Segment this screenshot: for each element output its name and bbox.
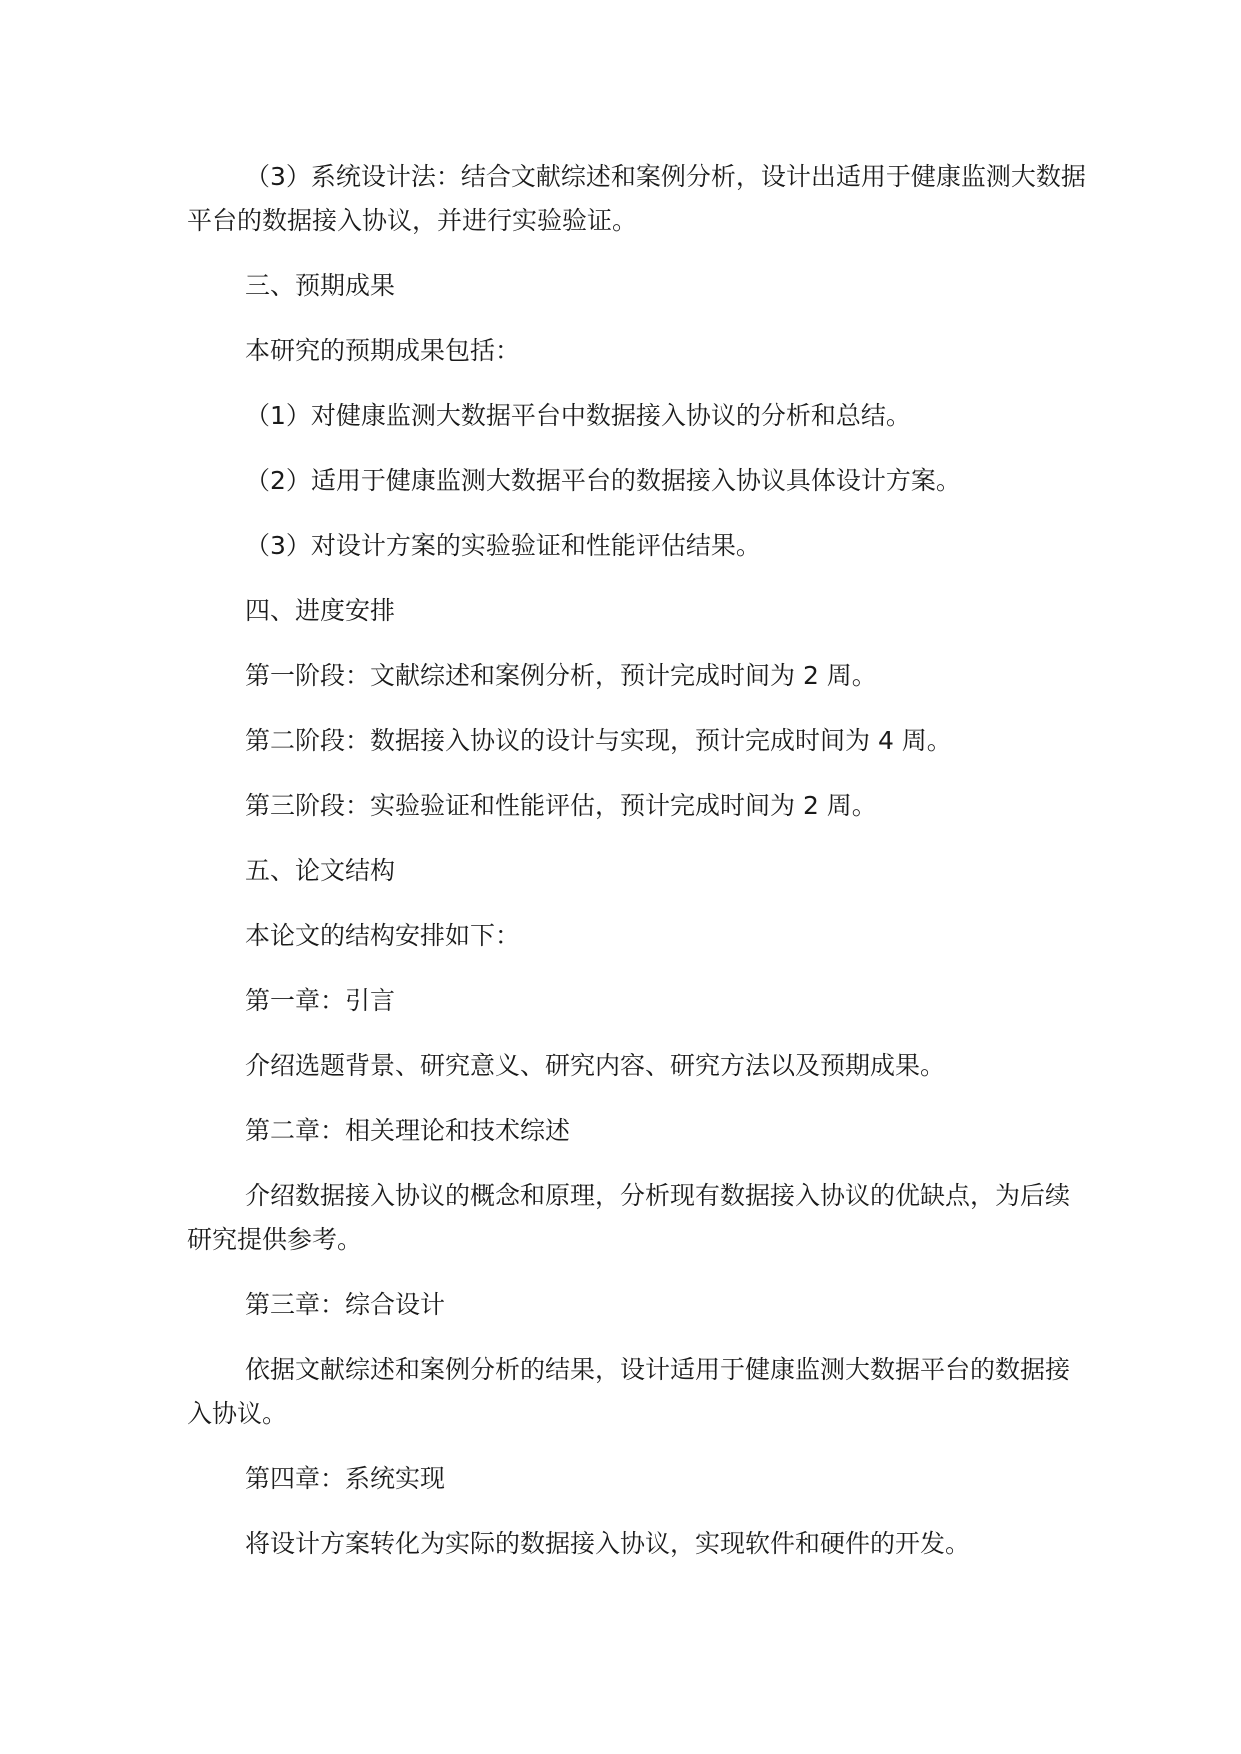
chapter-4-description: 将设计方案转化为实际的数据接入协议，实现软件和硬件的开发。 (245, 1529, 971, 1558)
heading-schedule: 四、进度安排 (245, 596, 396, 625)
paragraph-stage-2: 第二阶段：数据接入协议的设计与实现，预计完成时间为 4 周。 (245, 726, 952, 755)
chapter-3-title: 第三章：综合设计 (245, 1290, 446, 1319)
paragraph-result-1: （1）对健康监测大数据平台中数据接入协议的分析和总结。 (245, 401, 911, 430)
paragraph-result-2: （2）适用于健康监测大数据平台的数据接入协议具体设计方案。 (245, 466, 961, 495)
paragraph-result-3: （3）对设计方案的实验验证和性能评估结果。 (245, 531, 761, 560)
paragraph-results-intro: 本研究的预期成果包括： (245, 336, 521, 365)
chapter-1-description: 介绍选题背景、研究意义、研究内容、研究方法以及预期成果。 (245, 1051, 946, 1080)
heading-thesis-structure: 五、论文结构 (245, 856, 396, 885)
document-page (187, 155, 1087, 1566)
chapter-4-title: 第四章：系统实现 (245, 1464, 446, 1493)
chapter-2-title: 第二章：相关理论和技术综述 (245, 1116, 571, 1145)
paragraph-method-3: （3）系统设计法：结合文献综述和案例分析，设计出适用于健康监测大数据平台的数据接入协议，并进行实验验证。 (187, 162, 1086, 235)
chapter-2-description: 介绍数据接入协议的概念和原理，分析现有数据接入协议的优缺点，为后续研究提供参考。 (187, 1181, 1071, 1254)
paragraph-stage-1: 第一阶段：文献综述和案例分析，预计完成时间为 2 周。 (245, 661, 877, 690)
chapter-1-title: 第一章：引言 (245, 986, 396, 1015)
paragraph-structure-intro: 本论文的结构安排如下： (245, 921, 521, 950)
heading-expected-results: 三、预期成果 (245, 271, 396, 300)
chapter-3-description: 依据文献综述和案例分析的结果，设计适用于健康监测大数据平台的数据接入协议。 (187, 1355, 1071, 1428)
paragraph-stage-3: 第三阶段：实验验证和性能评估，预计完成时间为 2 周。 (245, 791, 877, 820)
